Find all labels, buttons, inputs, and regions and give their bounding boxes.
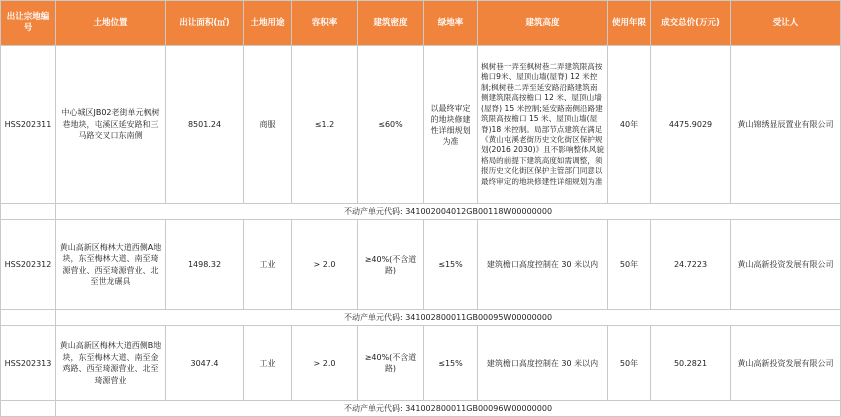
table-row [1, 220, 841, 310]
header-far: 容积率 [292, 1, 358, 46]
cell-use: 工业 [244, 326, 292, 401]
cell-area: 3047.4 [166, 326, 244, 401]
cell-location: 黄山高新区梅林大道西侧A地块，东至梅林大道、南至琦源营业、西至琦源营业、北至世龙碾具 [56, 220, 166, 310]
cell-id: HSS202312 [1, 220, 56, 310]
cell-use: 商服 [244, 46, 292, 204]
cell-use: 工业 [244, 220, 292, 310]
cell-term: 40年 [608, 46, 651, 204]
header-term: 使用年限 [608, 1, 651, 46]
cell-code: 不动产单元代码: 341002800011GB00096W00000000 [56, 401, 841, 417]
cell-height: 枫树巷一弄至枫树巷二弄建筑限高按檐口9米、屋顶山墙(屋脊) 12 米控制;枫树巷二弄至延安路沿路建筑南侧建筑限高按檐口 12 米、屋顶山墙(屋脊) 15 米控制;延安路南侧沿路建筑限高按檐口 15 米、屋顶山墙(屋脊)18 米控制。局部节点建筑在满足《黄山屯溪老街历史文化街区保护规划(2016 2030)》且不影响整体风貌格局的前提下建筑高度如需调整，须报历史文化街区保护主管部门同意以最终审定的地块修建性详细规划为准 [478, 46, 608, 204]
cell-height: 建筑檐口高度控制在 30 米以内 [478, 326, 608, 401]
cell-green: ≤15% [424, 326, 478, 401]
header-density: 建筑密度 [358, 1, 424, 46]
cell-term: 50年 [608, 326, 651, 401]
cell-density: ≥40%(不含道路) [358, 326, 424, 401]
cell-code-blank [1, 401, 56, 417]
header-id: 出让宗地编号 [1, 1, 56, 46]
cell-density: ≤60% [358, 46, 424, 204]
table-row-code [1, 204, 841, 220]
cell-density: ≥40%(不含道路) [358, 220, 424, 310]
table-row-code [1, 310, 841, 326]
table-row-code [1, 401, 841, 417]
cell-buyer: 黄山高新投资发展有限公司 [731, 326, 841, 401]
cell-buyer: 黄山高新投资发展有限公司 [731, 220, 841, 310]
cell-area: 1498.32 [166, 220, 244, 310]
cell-location: 中心城区JB02老街单元枫树巷地块，屯溪区延安路和三马路交叉口东南侧 [56, 46, 166, 204]
cell-location: 黄山高新区梅林大道西侧B地块，东至梅林大道、南至金鸡路、西至琦源营业、北至琦源营业 [56, 326, 166, 401]
cell-code: 不动产单元代码: 341002800011GB00095W00000000 [56, 310, 841, 326]
cell-buyer: 黄山锦绣显辰置业有限公司 [731, 46, 841, 204]
cell-id: HSS202311 [1, 46, 56, 204]
header-green: 绿地率 [424, 1, 478, 46]
header-buyer: 受让人 [731, 1, 841, 46]
cell-price: 24.7223 [651, 220, 731, 310]
table-row [1, 46, 841, 204]
cell-price: 4475.9029 [651, 46, 731, 204]
cell-green: ≤15% [424, 220, 478, 310]
cell-height: 建筑檐口高度控制在 30 米以内 [478, 220, 608, 310]
cell-far: > 2.0 [292, 326, 358, 401]
header-location: 土地位置 [56, 1, 166, 46]
cell-code-blank [1, 310, 56, 326]
cell-green: 以最终审定的地块修建性详细规划为准 [424, 46, 478, 204]
cell-code-blank [1, 204, 56, 220]
table-row [1, 326, 841, 401]
cell-far: ≤1.2 [292, 46, 358, 204]
cell-id: HSS202313 [1, 326, 56, 401]
header-height: 建筑高度 [478, 1, 608, 46]
cell-area: 8501.24 [166, 46, 244, 204]
cell-term: 50年 [608, 220, 651, 310]
cell-code: 不动产单元代码: 341002004012GB00118W00000000 [56, 204, 841, 220]
table-header-row [1, 1, 841, 46]
header-use: 土地用途 [244, 1, 292, 46]
header-price: 成交总价(万元) [651, 1, 731, 46]
cell-far: > 2.0 [292, 220, 358, 310]
cell-price: 50.2821 [651, 326, 731, 401]
header-area: 出让面积(㎡) [166, 1, 244, 46]
